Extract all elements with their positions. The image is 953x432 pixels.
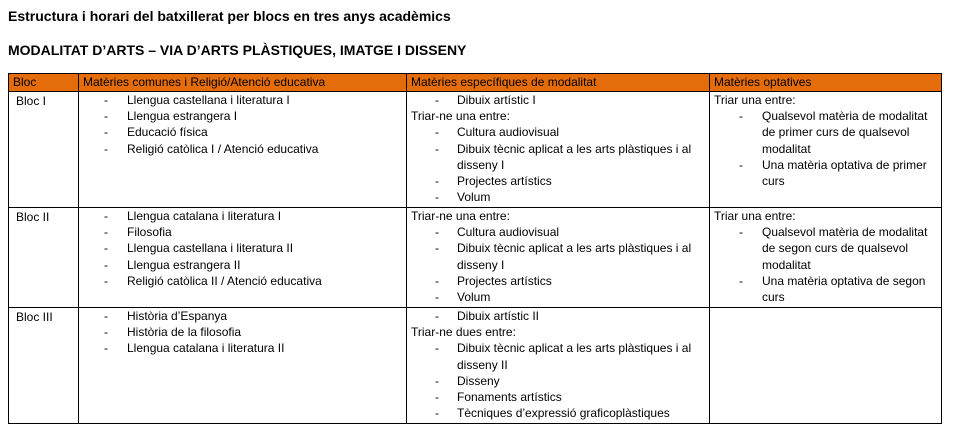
list-item: - Dibuix artístic I	[435, 93, 536, 107]
list-item: - Volum	[435, 290, 491, 305]
list-item: - Llengua estrangera I	[104, 109, 238, 124]
table-row-bloc-1	[9, 92, 942, 208]
table-row-bloc-2	[9, 208, 942, 308]
list-item: - Educació física	[104, 125, 208, 140]
list-item: - Qualsevol matèria de modalitat de segon curs de qualsevol modalitat	[739, 225, 928, 272]
list-item: - Qualsevol matèria de modalitat de primer curs de qualsevol modalitat	[739, 109, 928, 156]
list-item: - Història d’Espanya	[104, 309, 228, 323]
list-item: - Projectes artístics	[435, 273, 552, 288]
list-item: - Dibuix tècnic aplicat a les arts plàstiques i al disseny I	[435, 141, 692, 172]
list-item: - Dibuix tècnic aplicat a les arts plàstiques i al disseny I	[435, 241, 692, 272]
specific-subjects-cell	[407, 308, 710, 424]
list-item: - Tècniques d’expressió graficoplàstiques	[435, 406, 670, 421]
common-subjects-cell	[79, 208, 407, 308]
list-item: - Dibuix artístic II	[435, 309, 540, 323]
document-subtitle: MODALITAT D’ARTS – VIA D’ARTS PLÀSTIQUES, IMATGE I DISSENY	[8, 42, 467, 58]
header-bloc: Bloc	[9, 74, 79, 92]
list-item: - Cultura audiovisual	[435, 125, 560, 140]
choose-label: Triar una entre:	[714, 93, 796, 107]
table-header-row	[9, 74, 942, 92]
choose-label: Triar-ne una entre:	[411, 209, 510, 223]
bloc-cell: Bloc III	[9, 308, 79, 424]
list-item: - Una matèria optativa de primer curs	[739, 157, 927, 189]
list-item: - Disseny	[435, 373, 500, 388]
choose-label: Triar-ne una entre:	[411, 109, 510, 124]
common-subjects-cell	[79, 308, 407, 424]
header-common-subjects: Matèries comunes i Religió/Atenció educativa	[79, 74, 407, 92]
document-title: Estructura i horari del batxillerat per blocs en tres anys acadèmics	[8, 8, 451, 24]
list-item: - Llengua castellana i literatura II	[104, 241, 294, 256]
list-item: - Llengua castellana i literatura I	[104, 93, 290, 107]
optional-subjects-cell	[710, 208, 942, 308]
list-item: - Dibuix tècnic aplicat a les arts plàstiques i al disseny II	[435, 341, 692, 372]
list-item: - Història de la filosofia	[104, 325, 242, 340]
bloc-cell: Bloc II	[9, 208, 79, 308]
optional-subjects-cell	[710, 92, 942, 208]
specific-subjects-cell	[407, 208, 710, 308]
list-item: - Religió catòlica II / Atenció educativa	[104, 273, 322, 288]
choose-label: Triar-ne dues entre:	[411, 325, 516, 340]
list-item: - Volum	[435, 190, 491, 205]
optional-subjects-cell	[710, 308, 942, 424]
bloc-cell: Bloc I	[9, 92, 79, 208]
list-item: - Llengua estrangera II	[104, 257, 241, 272]
list-item: - Cultura audiovisual	[435, 225, 560, 240]
header-optional-subjects: Matèries optatives	[710, 74, 942, 92]
list-item: - Fonaments artístics	[435, 390, 562, 405]
list-item: - Projectes artístics	[435, 174, 552, 189]
choose-label: Triar una entre:	[714, 209, 796, 223]
common-subjects-cell	[79, 92, 407, 208]
list-item: - Llengua catalana i literatura I	[104, 209, 282, 223]
list-item: - Religió catòlica I / Atenció educativa	[104, 141, 319, 156]
specific-subjects-cell	[407, 92, 710, 208]
table-row-bloc-3	[9, 308, 942, 424]
list-item: - Llengua catalana i literatura II	[104, 341, 285, 356]
schedule-table	[8, 73, 942, 424]
list-item: - Una matèria optativa de segon curs	[739, 273, 926, 305]
header-specific-subjects: Matèries específiques de modalitat	[407, 74, 710, 92]
list-item: - Filosofia	[104, 225, 172, 240]
